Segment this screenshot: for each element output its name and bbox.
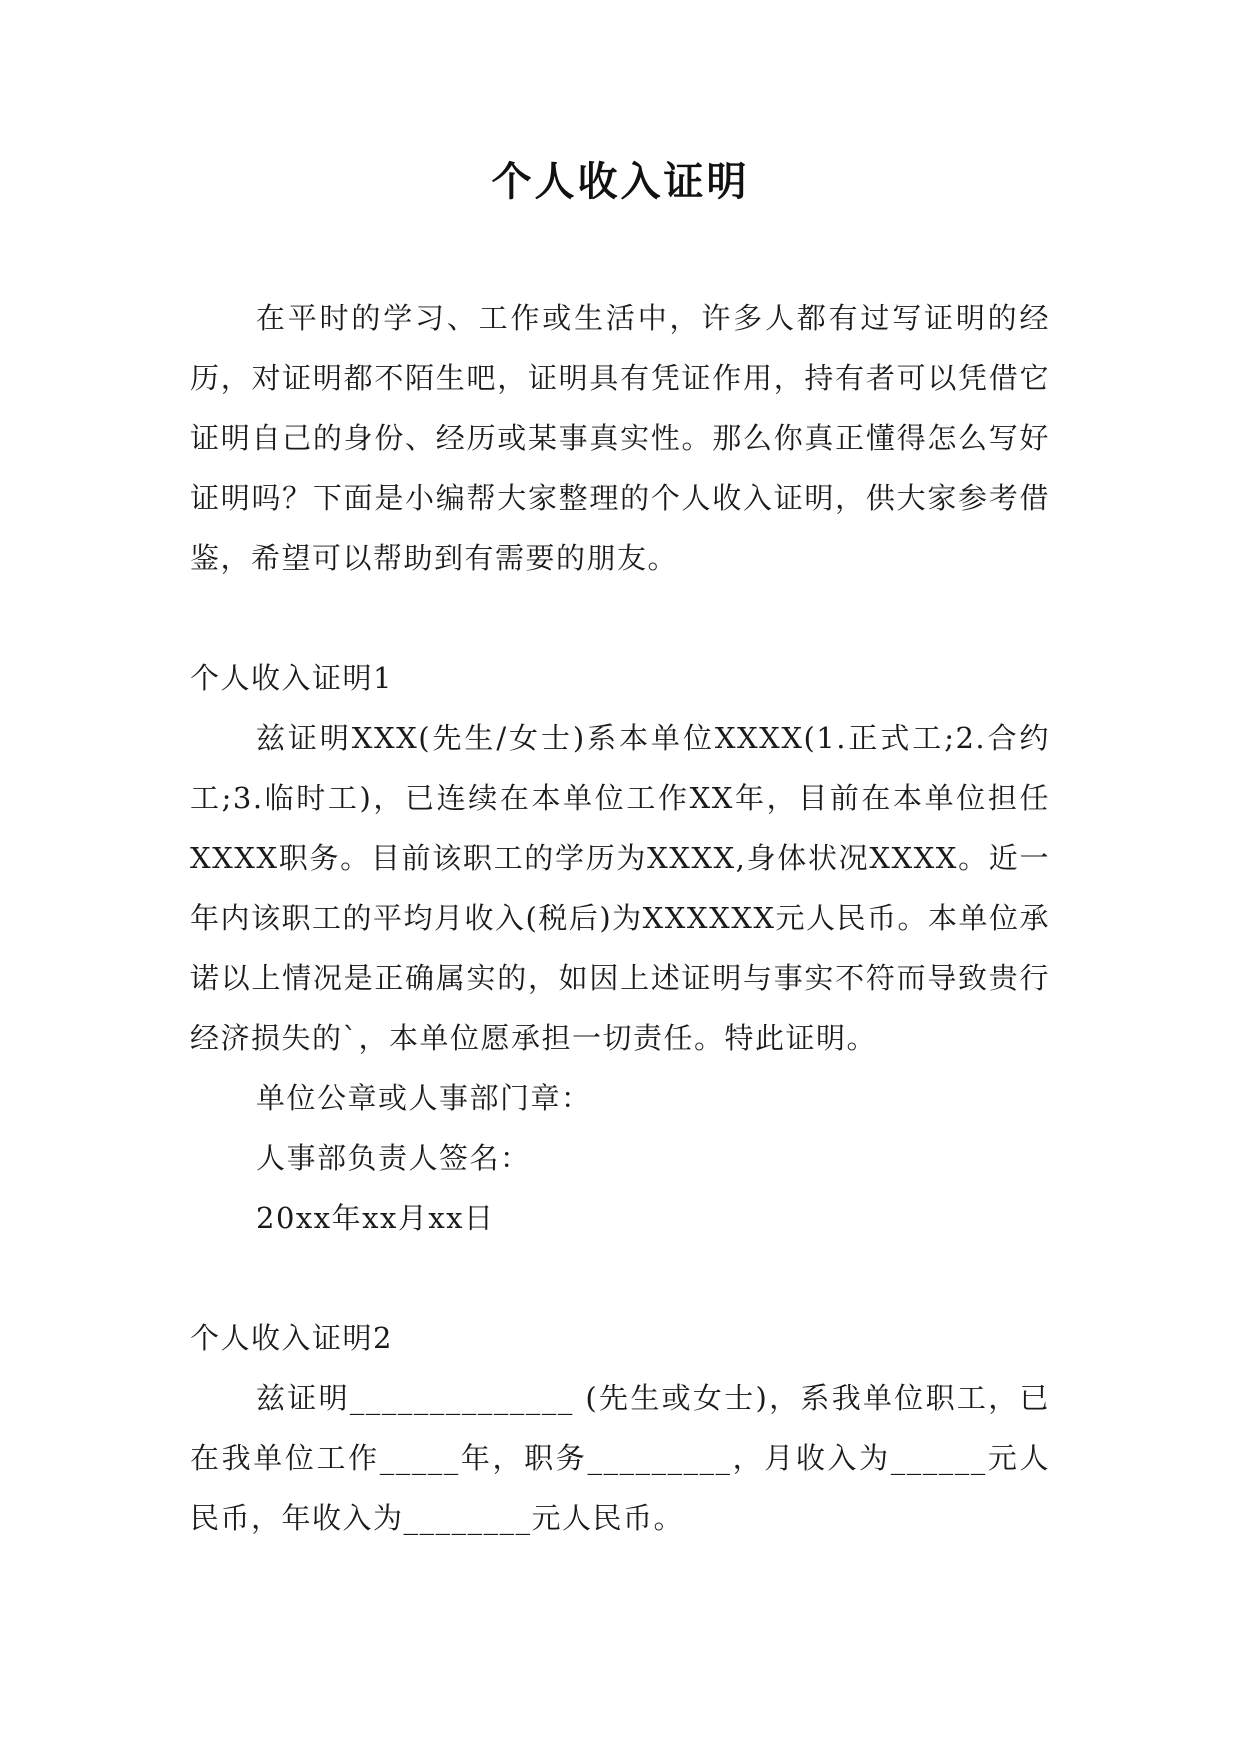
section-2-heading: 个人收入证明2 bbox=[190, 1321, 393, 1355]
signature-line: 人事部负责人签名： bbox=[256, 1141, 531, 1175]
date-line: 20xx年xx月xx日 bbox=[256, 1201, 495, 1235]
section-1-body: 兹证明XXX(先生/女士)系本单位XXXX(1.正式工;2.合约工;3.临时工)，已连续在本单位工作XX年，目前在本单位担任XXXX职务。目前该职工的学历为XXXX,身体状况XXXX。近一年内该职工的平均月收入(税后)为XXXXXX元人民币。本单位承诺以上情况是正确属实的，如因上述证明与事实不符而导致贵行经济损失的`，本单位愿承担一切责任。特此证明。 bbox=[190, 721, 1051, 1055]
section-1-heading: 个人收入证明1 bbox=[190, 661, 393, 695]
spacer bbox=[190, 588, 1050, 648]
document-body bbox=[190, 288, 1050, 1548]
spacer bbox=[190, 1248, 1050, 1308]
seal-line: 单位公章或人事部门章： bbox=[256, 1081, 592, 1115]
section-2-body: 兹证明______________ (先生或女士)，系我单位职工，已在我单位工作_____年，职务_________，月收入为______元人民币，年收入为________元人民币。 bbox=[190, 1381, 1050, 1535]
document-title: 个人收入证明 bbox=[491, 159, 750, 205]
intro-paragraph: 在平时的学习、工作或生活中，许多人都有过写证明的经历，对证明都不陌生吧，证明具有凭证作用，持有者可以凭借它证明自己的身份、经历或某事真实性。那么你真正懂得怎么写好证明吗？下面是小编帮大家整理的个人收入证明，供大家参考借鉴，希望可以帮助到有需要的朋友。 bbox=[190, 301, 1050, 575]
